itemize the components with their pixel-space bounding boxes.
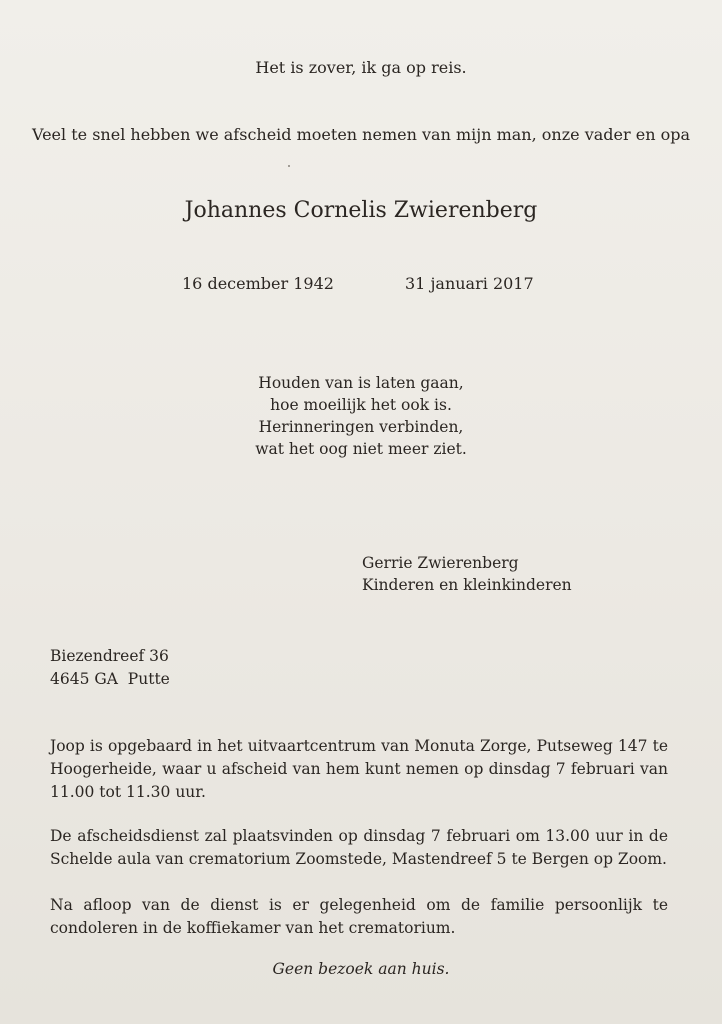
deceased-name: Johannes Cornelis Zwierenberg <box>184 198 538 223</box>
postal-city: 4645 GA Putte <box>50 670 170 688</box>
spouse-name: Gerrie Zwierenberg <box>362 554 519 572</box>
birth-date: 16 december 1942 <box>182 274 334 293</box>
poem-line: Herinneringen verbinden, <box>258 418 464 436</box>
poem-line: Houden van is laten gaan, <box>258 374 464 392</box>
poem <box>0 372 722 460</box>
family-signature <box>362 552 572 596</box>
address-block <box>50 645 170 691</box>
speck <box>288 165 290 167</box>
street-address: Biezendreef 36 <box>50 647 169 665</box>
family-members: Kinderen en kleinkinderen <box>362 576 572 594</box>
service-paragraph: De afscheidsdienst zal plaatsvinden op dinsdag 7 februari om 13.00 uur in de Schelde aula van crematorium Zoomstede, Mastendreef 5 te Bergen op Zoom. <box>50 827 668 868</box>
opening-line: Het is zover, ik ga op reis. <box>255 58 467 77</box>
death-date: 31 januari 2017 <box>405 274 534 293</box>
viewing-paragraph: Joop is opgebaard in het uitvaartcentrum van Monuta Zorge, Putseweg 147 te Hoogerheide, waar u afscheid van hem kunt nemen op dinsdag 7 februari van 11.00 tot 11.30 uur. <box>50 737 668 801</box>
closing-note: Geen bezoek aan huis. <box>272 960 450 978</box>
condolence-paragraph: Na afloop van de dienst is er gelegenheid om de familie persoonlijk te condoleren in de koffiekamer van het crematorium. <box>50 896 668 937</box>
poem-line: wat het oog niet meer ziet. <box>255 440 467 458</box>
intro-line: Veel te snel hebben we afscheid moeten nemen van mijn man, onze vader en opa <box>32 125 690 144</box>
poem-line: hoe moeilijk het ook is. <box>270 396 452 414</box>
